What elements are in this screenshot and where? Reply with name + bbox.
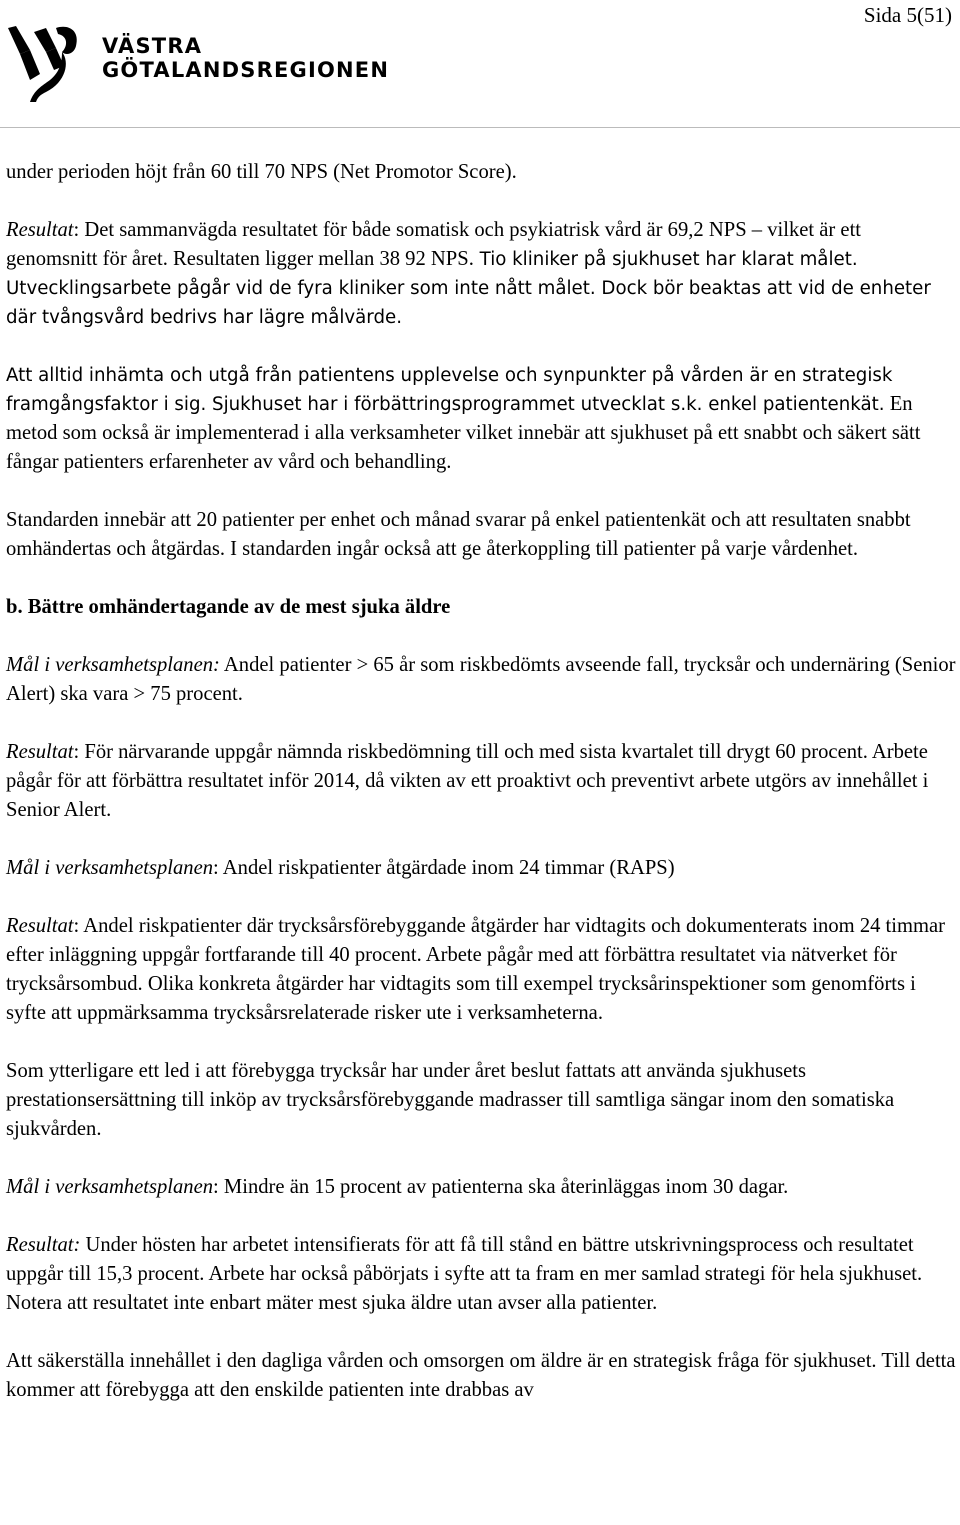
goal-label: Mål i verksamhetsplanen	[6, 857, 214, 879]
paragraph-7: Mål i verksamhetsplanen: Andel riskpatienter åtgärdade inom 24 timmar (RAPS)	[6, 857, 675, 879]
document-body	[6, 158, 956, 1434]
paragraph-2: Resultat: Det sammanvägda resultatet för både somatisk och psykiatrisk vård är 69,2 NPS – vilket är ett genomsnitt för året. Resultaten ligger mellan 38 92 NPS. Tio kliniker på sjukhuset har klarat målet. Utvecklingsarbete pågår vid de fyra kliniker som inte nått målet. Dock bör beaktas att vid de enheter där tvångsvård bedrivs har lägre målvärde.	[6, 219, 931, 328]
logo-line-2: GÖTALANDSREGIONEN	[102, 58, 390, 82]
page-number: Sida 5(51)	[863, 3, 952, 27]
paragraph-10: Mål i verksamhetsplanen: Mindre än 15 procent av patienterna ska återinläggas inom 30 dagar.	[6, 1176, 789, 1198]
paragraph-1: under perioden höjt från 60 till 70 NPS (Net Promotor Score).	[6, 161, 517, 183]
result-label: Resultat	[6, 741, 74, 763]
paragraph-4: Standarden innebär att 20 patienter per enhet och månad svarar på enkel patientenkät och att resultaten snabbt omhändertas och åtgärdas. I standarden ingår också att ge återkoppling till patienter på varje vårdenhet.	[6, 509, 911, 560]
logo-line-1: VÄSTRA	[102, 34, 203, 58]
header-divider	[0, 127, 960, 128]
paragraph-3: Att alltid inhämta och utgå från patientens upplevelse och synpunkter på vården är en strategisk framgångsfaktor i sig. Sjukhuset har i förbättringsprogrammet utvecklat s.k. enkel patientenkät. En metod som också är implementerad i alla verksamheter vilket innebär att sjukhuset på ett snabbt och säkert sätt fångar patienters erfarenheter av vård och behandling.	[6, 365, 921, 473]
vgr-logo	[6, 22, 389, 104]
paragraph-11: Resultat: Under hösten har arbetet intensifierats för att få till stånd en bättre utskrivningsprocess och resultatet uppgår till 15,3 procent. Arbete har också påbörjats i syfte att ta fram en mer samlad strategi för hela sjukhuset. Notera att resultatet inte enbart mäter mest sjuka äldre utan avser alla patienter.	[6, 1234, 923, 1314]
paragraph-6: Resultat: För närvarande uppgår nämnda riskbedömning till och med sista kvartalet till drygt 60 procent. Arbete pågår för att förbättra resultatet inför 2014, då vikten av ett proaktivt och preventivt arbete utgörs av innehållet i Senior Alert.	[6, 741, 929, 821]
logo-wordmark	[102, 34, 389, 82]
section-heading-b: b. Bättre omhändertagande av de mest sjuka äldre	[6, 596, 451, 618]
vgr-emblem-icon	[6, 22, 94, 104]
paragraph-12: Att säkerställa innehållet i den dagliga vården och omsorgen om äldre är en strategisk fråga för sjukhuset. Till detta kommer att förebygga att den enskilde patienten inte drabbas av	[6, 1350, 956, 1401]
goal-label: Mål i verksamhetsplanen	[6, 1176, 214, 1198]
result-label: Resultat:	[6, 1234, 81, 1256]
result-label: Resultat	[6, 219, 74, 241]
paragraph-8: Resultat: Andel riskpatienter där trycksårsförebyggande åtgärder har vidtagits och dokumenterats inom 24 timmar efter inläggning uppgår fortfarande till 40 procent. Arbete pågår med att förbättra resultatet via nätverket för trycksårsombud. Olika konkreta åtgärder har vidtagits som till exempel trycksårinspektioner som genomförts i syfte att uppmärksamma trycksårsrelaterade risker ute i verksamheterna.	[6, 915, 946, 1024]
paragraph-5: Mål i verksamhetsplanen: Andel patienter > 65 år som riskbedömts avseende fall, trycksår och undernäring (Senior Alert) ska vara > 75 procent.	[6, 654, 956, 705]
paragraph-9: Som ytterligare ett led i att förebygga trycksår har under året beslut fattats att använda sjukhusets prestationsersättning till inköp av trycksårsförebyggande madrasser till samtliga sängar inom den somatiska sjukvården.	[6, 1060, 895, 1140]
result-label: Resultat	[6, 915, 74, 937]
goal-label: Mål i verksamhetsplanen:	[6, 654, 220, 676]
